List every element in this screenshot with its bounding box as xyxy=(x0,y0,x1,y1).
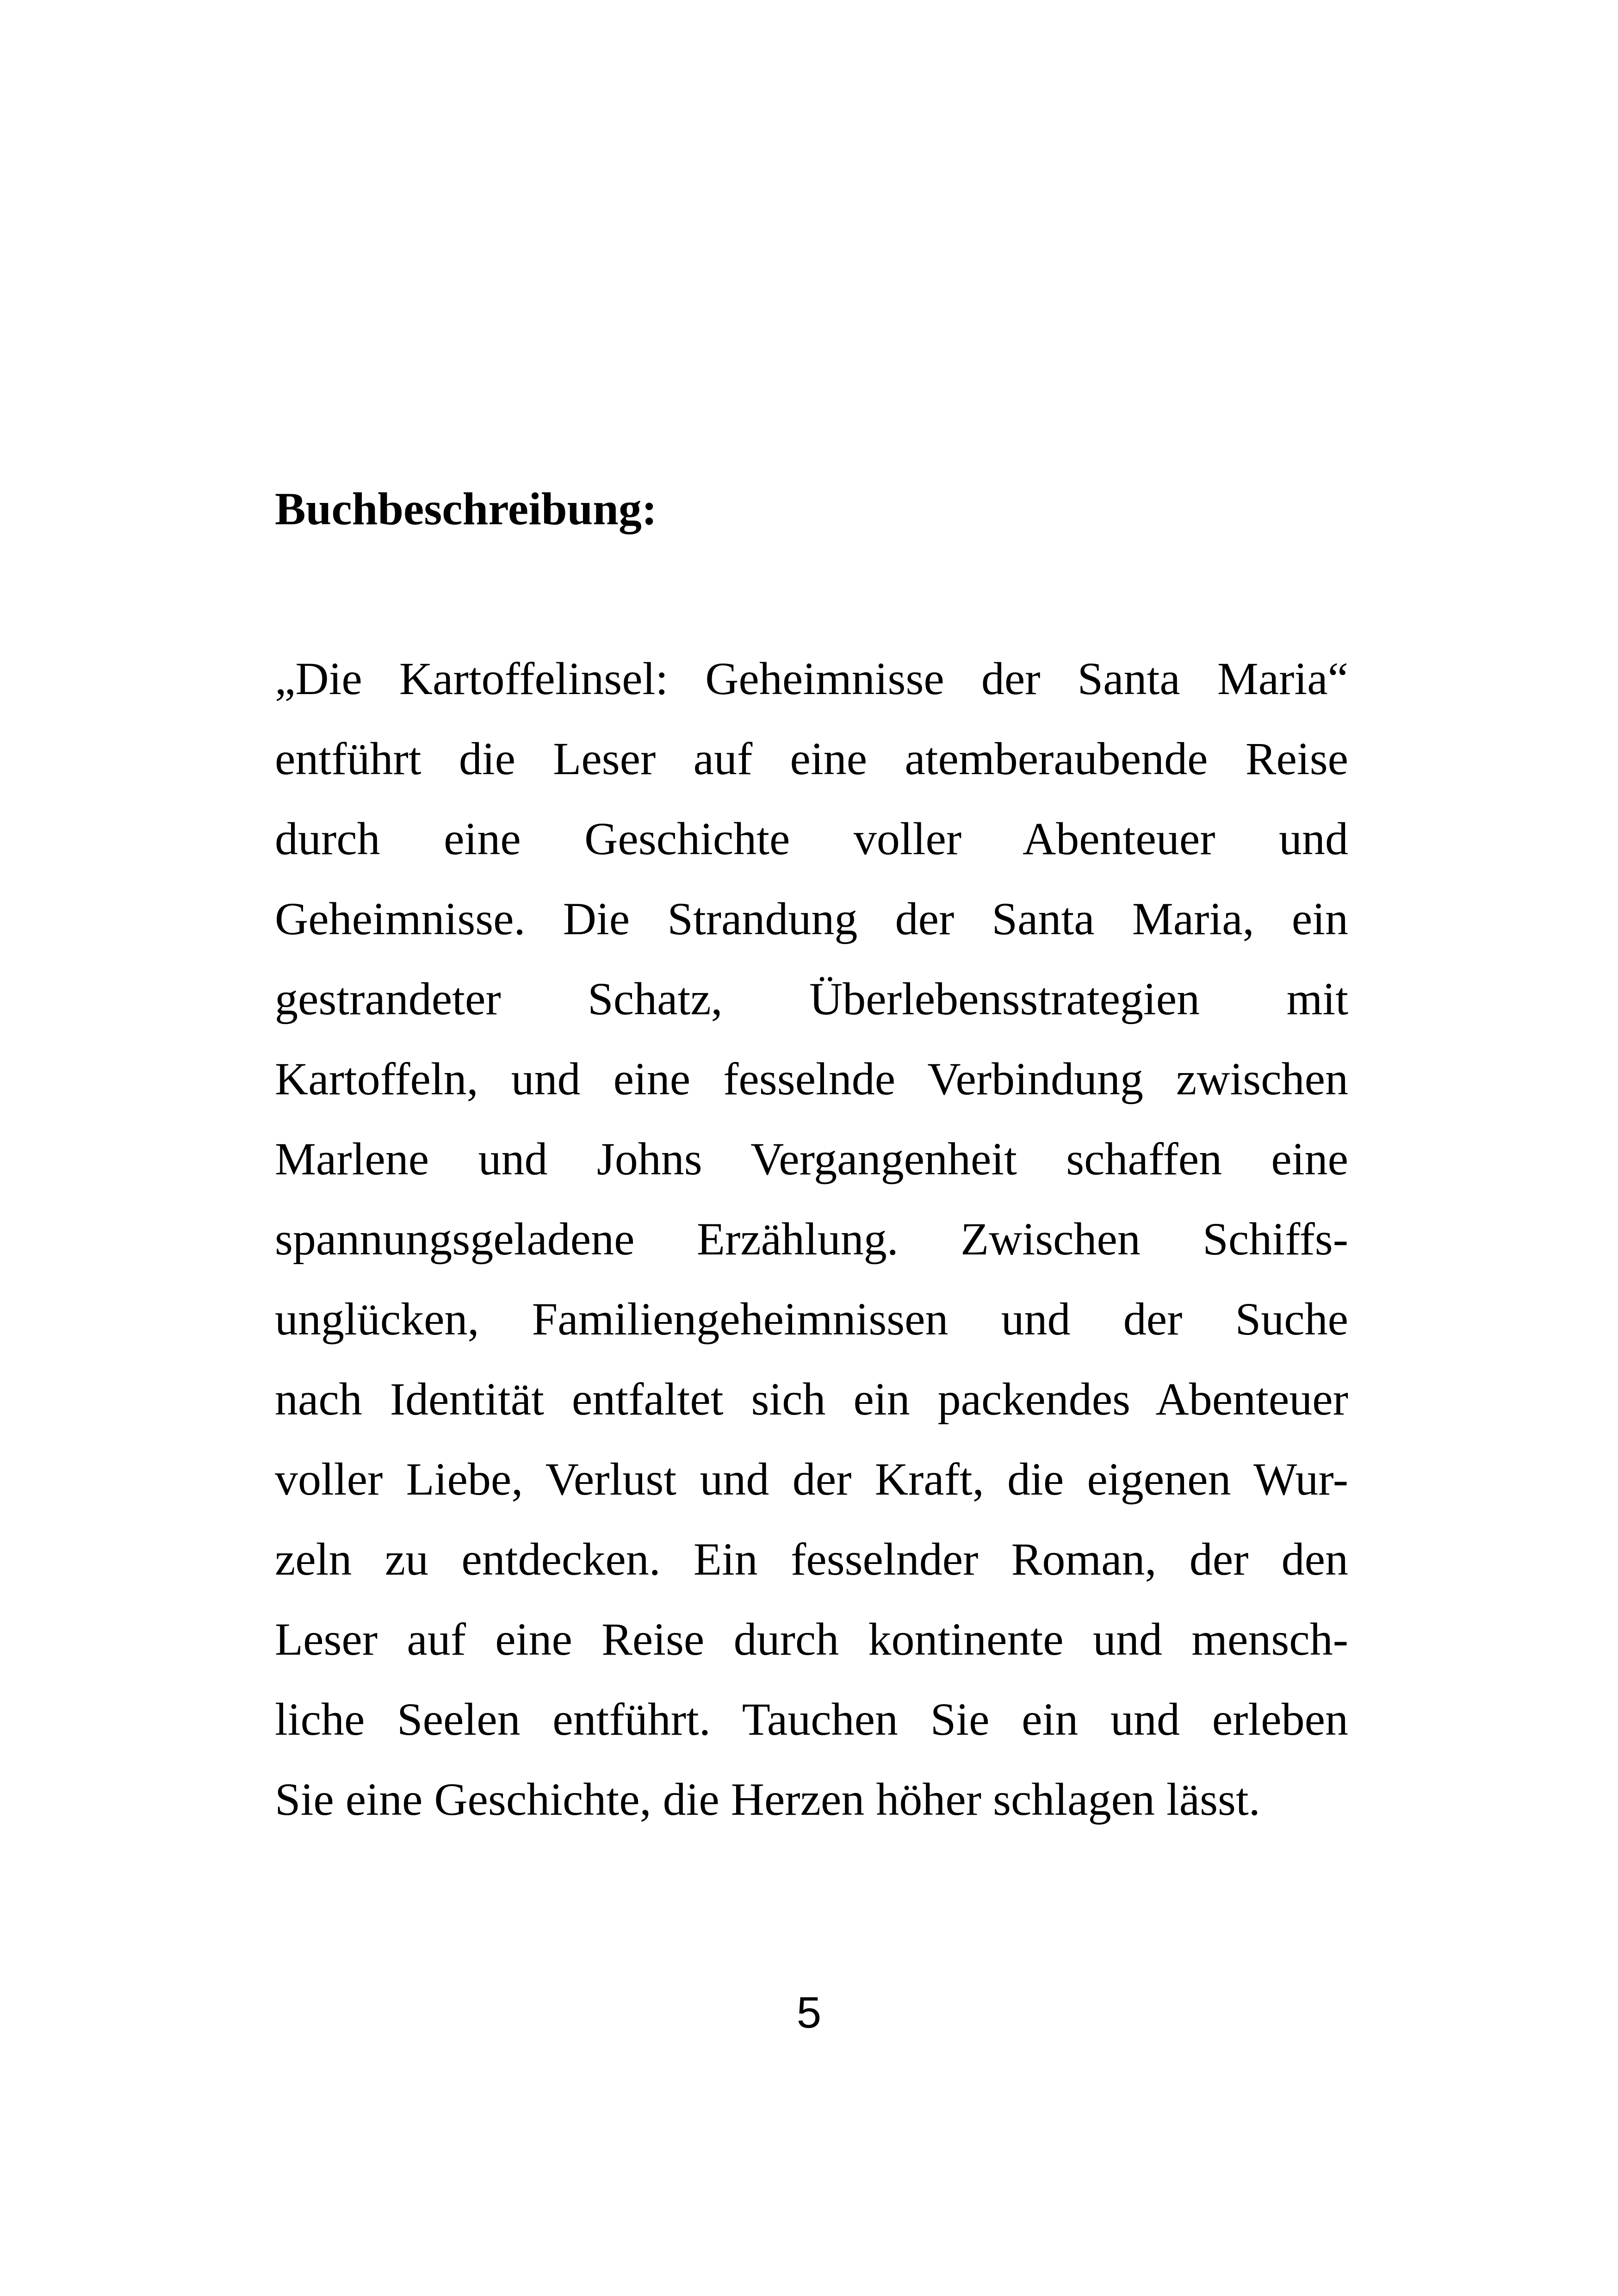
paragraph-line: Geheimnisse. Die Strandung der Santa Maria, ein xyxy=(275,893,1348,944)
paragraph-line: Sie eine Geschichte, die Herzen höher schlagen lässt. xyxy=(275,1774,1260,1825)
paragraph-line: durch eine Geschichte voller Abenteuer und xyxy=(275,813,1348,864)
page-number: 5 xyxy=(796,1988,822,2037)
paragraph-line: entführt die Leser auf eine atemberaubende Reise xyxy=(275,733,1348,784)
paragraph-line: Marlene und Johns Vergangenheit schaffen eine xyxy=(275,1133,1348,1185)
paragraph-line: liche Seelen entführt. Tauchen Sie ein und erleben xyxy=(275,1694,1348,1745)
paragraph-line: Leser auf eine Reise durch kontinente und mensch- xyxy=(275,1613,1348,1665)
paragraph-line: „Die Kartoffelinsel: Geheimnisse der Santa Maria“ xyxy=(275,653,1348,704)
section-heading: Buchbeschreibung: xyxy=(275,483,657,534)
paragraph-line: unglücken, Familiengeheimnissen und der Suche xyxy=(275,1293,1348,1345)
paragraph-line: gestrandeter Schatz, Überlebensstrategien mit xyxy=(275,973,1348,1024)
paragraph-line: zeln zu entdecken. Ein fesselnder Roman, der den xyxy=(275,1533,1348,1585)
paragraph-line: spannungsgeladene Erzählung. Zwischen Schiffs- xyxy=(275,1213,1348,1265)
paragraph-line: voller Liebe, Verlust und der Kraft, die eigenen Wur- xyxy=(275,1453,1348,1505)
paragraph-line: Kartoffeln, und eine fesselnde Verbindung zwischen xyxy=(275,1053,1348,1105)
paragraph-line: nach Identität entfaltet sich ein packendes Abenteuer xyxy=(275,1373,1348,1425)
book-description-paragraph xyxy=(275,639,1348,1839)
